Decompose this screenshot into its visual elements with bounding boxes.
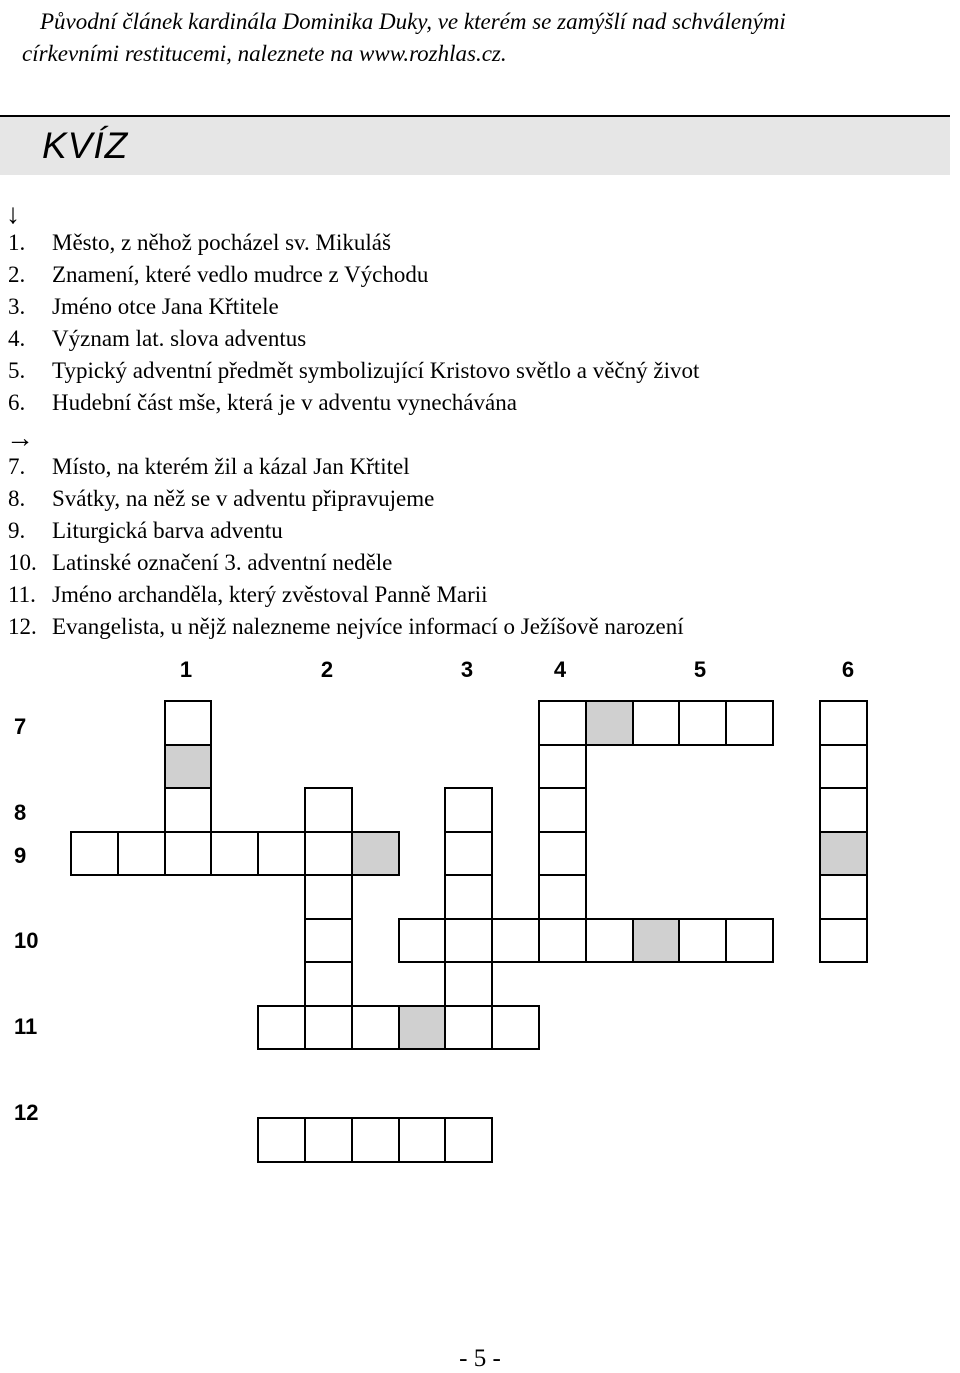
clue-number: 5. (8, 358, 26, 383)
crossword-cell-shaded[interactable] (398, 1005, 447, 1051)
crossword-cell[interactable] (304, 787, 353, 833)
crossword-cell[interactable] (538, 787, 587, 833)
crossword-cell[interactable] (444, 961, 493, 1007)
intro-note (22, 6, 950, 70)
crossword-cell-shaded[interactable] (632, 918, 681, 964)
crossword-cell[interactable] (678, 918, 727, 964)
crossword-cell-shaded[interactable] (819, 831, 868, 877)
clue-number: 12. (8, 614, 37, 639)
crossword-cell[interactable] (678, 700, 727, 746)
crossword-cell[interactable] (538, 918, 587, 964)
column-number-3: 3 (460, 657, 474, 682)
crossword-cell[interactable] (257, 1117, 306, 1163)
clue-across-12 (8, 612, 684, 642)
clue-across-9 (8, 516, 283, 546)
crossword-cell[interactable] (164, 787, 213, 833)
crossword-cell[interactable] (444, 1117, 493, 1163)
crossword-cell[interactable] (444, 874, 493, 920)
crossword-cell[interactable] (538, 831, 587, 877)
crossword-cell[interactable] (257, 831, 306, 877)
page-number: - 5 - (459, 1345, 501, 1372)
row-number-11: 11 (14, 1014, 38, 1039)
crossword-cell[interactable] (538, 744, 587, 790)
clue-text: Jméno archanděla, který zvěstoval Panně Marii (52, 582, 488, 607)
clue-across-7 (8, 452, 410, 482)
crossword-cell[interactable] (585, 918, 634, 964)
quiz-banner (0, 115, 950, 175)
crossword-cell[interactable] (304, 874, 353, 920)
crossword-cell[interactable] (538, 874, 587, 920)
crossword-cell[interactable] (398, 1117, 447, 1163)
crossword-cell[interactable] (444, 1005, 493, 1051)
row-number-10: 10 (14, 928, 39, 953)
clue-number: 4. (8, 326, 26, 351)
right-arrow-icon: → (6, 423, 34, 454)
crossword-cell[interactable] (70, 831, 119, 877)
crossword-cell[interactable] (444, 787, 493, 833)
crossword-cell[interactable] (164, 831, 213, 877)
column-number-1: 1 (179, 657, 193, 682)
clue-down-3 (8, 292, 279, 322)
quiz-title: KVÍZ (42, 125, 129, 166)
crossword-cell[interactable] (304, 1117, 353, 1163)
clue-number: 9. (8, 518, 26, 543)
clue-number: 2. (8, 262, 26, 287)
clue-down-4 (8, 324, 306, 354)
row-number-8: 8 (14, 800, 27, 825)
clue-across-10 (8, 548, 392, 578)
clue-text: Město, z něhož pocházel sv. Mikuláš (52, 230, 391, 255)
intro-line-1: Původní článek kardinála Dominika Duky, ve kterém se zamýšlí nad schválenými (40, 9, 786, 34)
clue-down-1 (8, 228, 391, 258)
clue-text: Hudební část mše, která je v adventu vynechávána (52, 390, 517, 415)
clue-number: 10. (8, 550, 37, 575)
crossword-cell[interactable] (304, 831, 353, 877)
crossword-cell[interactable] (304, 1005, 353, 1051)
clue-across-11 (8, 580, 488, 610)
column-number-2: 2 (320, 657, 334, 682)
crossword-cell[interactable] (491, 1005, 540, 1051)
clue-number: 6. (8, 390, 26, 415)
clue-text: Znamení, které vedlo mudrce z Východu (52, 262, 429, 287)
column-number-5: 5 (693, 657, 707, 682)
crossword-cell-shaded[interactable] (585, 700, 634, 746)
crossword-cell[interactable] (819, 700, 868, 746)
crossword-cell[interactable] (819, 787, 868, 833)
clue-number: 7. (8, 454, 26, 479)
column-number-4: 4 (553, 657, 567, 682)
crossword-cell[interactable] (398, 918, 447, 964)
clue-across-8 (8, 484, 434, 514)
column-number-6: 6 (841, 657, 855, 682)
row-number-9: 9 (14, 843, 27, 868)
clue-text: Jméno otce Jana Křtitele (52, 294, 279, 319)
clue-number: 1. (8, 230, 26, 255)
crossword-cell[interactable] (538, 700, 587, 746)
crossword-cell[interactable] (164, 700, 213, 746)
crossword-cell[interactable] (257, 1005, 306, 1051)
clue-down-2 (8, 260, 428, 290)
crossword-cell[interactable] (725, 918, 774, 964)
row-number-12: 12 (14, 1100, 39, 1125)
crossword-cell[interactable] (819, 874, 868, 920)
clue-text: Typický adventní předmět symbolizující Kristovo světlo a věčný život (52, 358, 700, 383)
crossword-cell-shaded[interactable] (164, 744, 213, 790)
clue-down-5 (8, 356, 699, 386)
crossword-cell[interactable] (632, 700, 681, 746)
clue-text: Svátky, na něž se v adventu připravujeme (52, 486, 435, 511)
clue-text: Význam lat. slova adventus (52, 326, 307, 351)
clue-text: Místo, na kterém žil a kázal Jan Křtitel (52, 454, 410, 479)
crossword-cell[interactable] (351, 1117, 400, 1163)
crossword-cell[interactable] (117, 831, 166, 877)
clue-number: 8. (8, 486, 26, 511)
crossword-cell[interactable] (819, 744, 868, 790)
clue-text: Liturgická barva adventu (52, 518, 283, 543)
clue-text: Evangelista, u nějž nalezneme nejvíce informací o Ježíšově narození (52, 614, 684, 639)
clue-down-6 (8, 388, 517, 418)
crossword-cell[interactable] (444, 831, 493, 877)
crossword-cell[interactable] (725, 700, 774, 746)
clue-number: 3. (8, 294, 26, 319)
clue-text: Latinské označení 3. adventní neděle (52, 550, 393, 575)
crossword-cell-shaded[interactable] (351, 831, 400, 877)
down-arrow-icon: ↓ (6, 199, 20, 230)
clue-number: 11. (8, 582, 36, 607)
crossword-cell[interactable] (351, 1005, 400, 1051)
row-number-7: 7 (14, 714, 27, 739)
crossword-cell[interactable] (491, 918, 540, 964)
crossword-cell[interactable] (304, 961, 353, 1007)
crossword-cell[interactable] (210, 831, 259, 877)
intro-line-2: církevními restitucemi, naleznete na www.rozhlas.cz. (22, 41, 507, 66)
crossword-cell[interactable] (444, 918, 493, 964)
crossword-cell[interactable] (304, 918, 353, 964)
crossword-cell[interactable] (819, 918, 868, 964)
